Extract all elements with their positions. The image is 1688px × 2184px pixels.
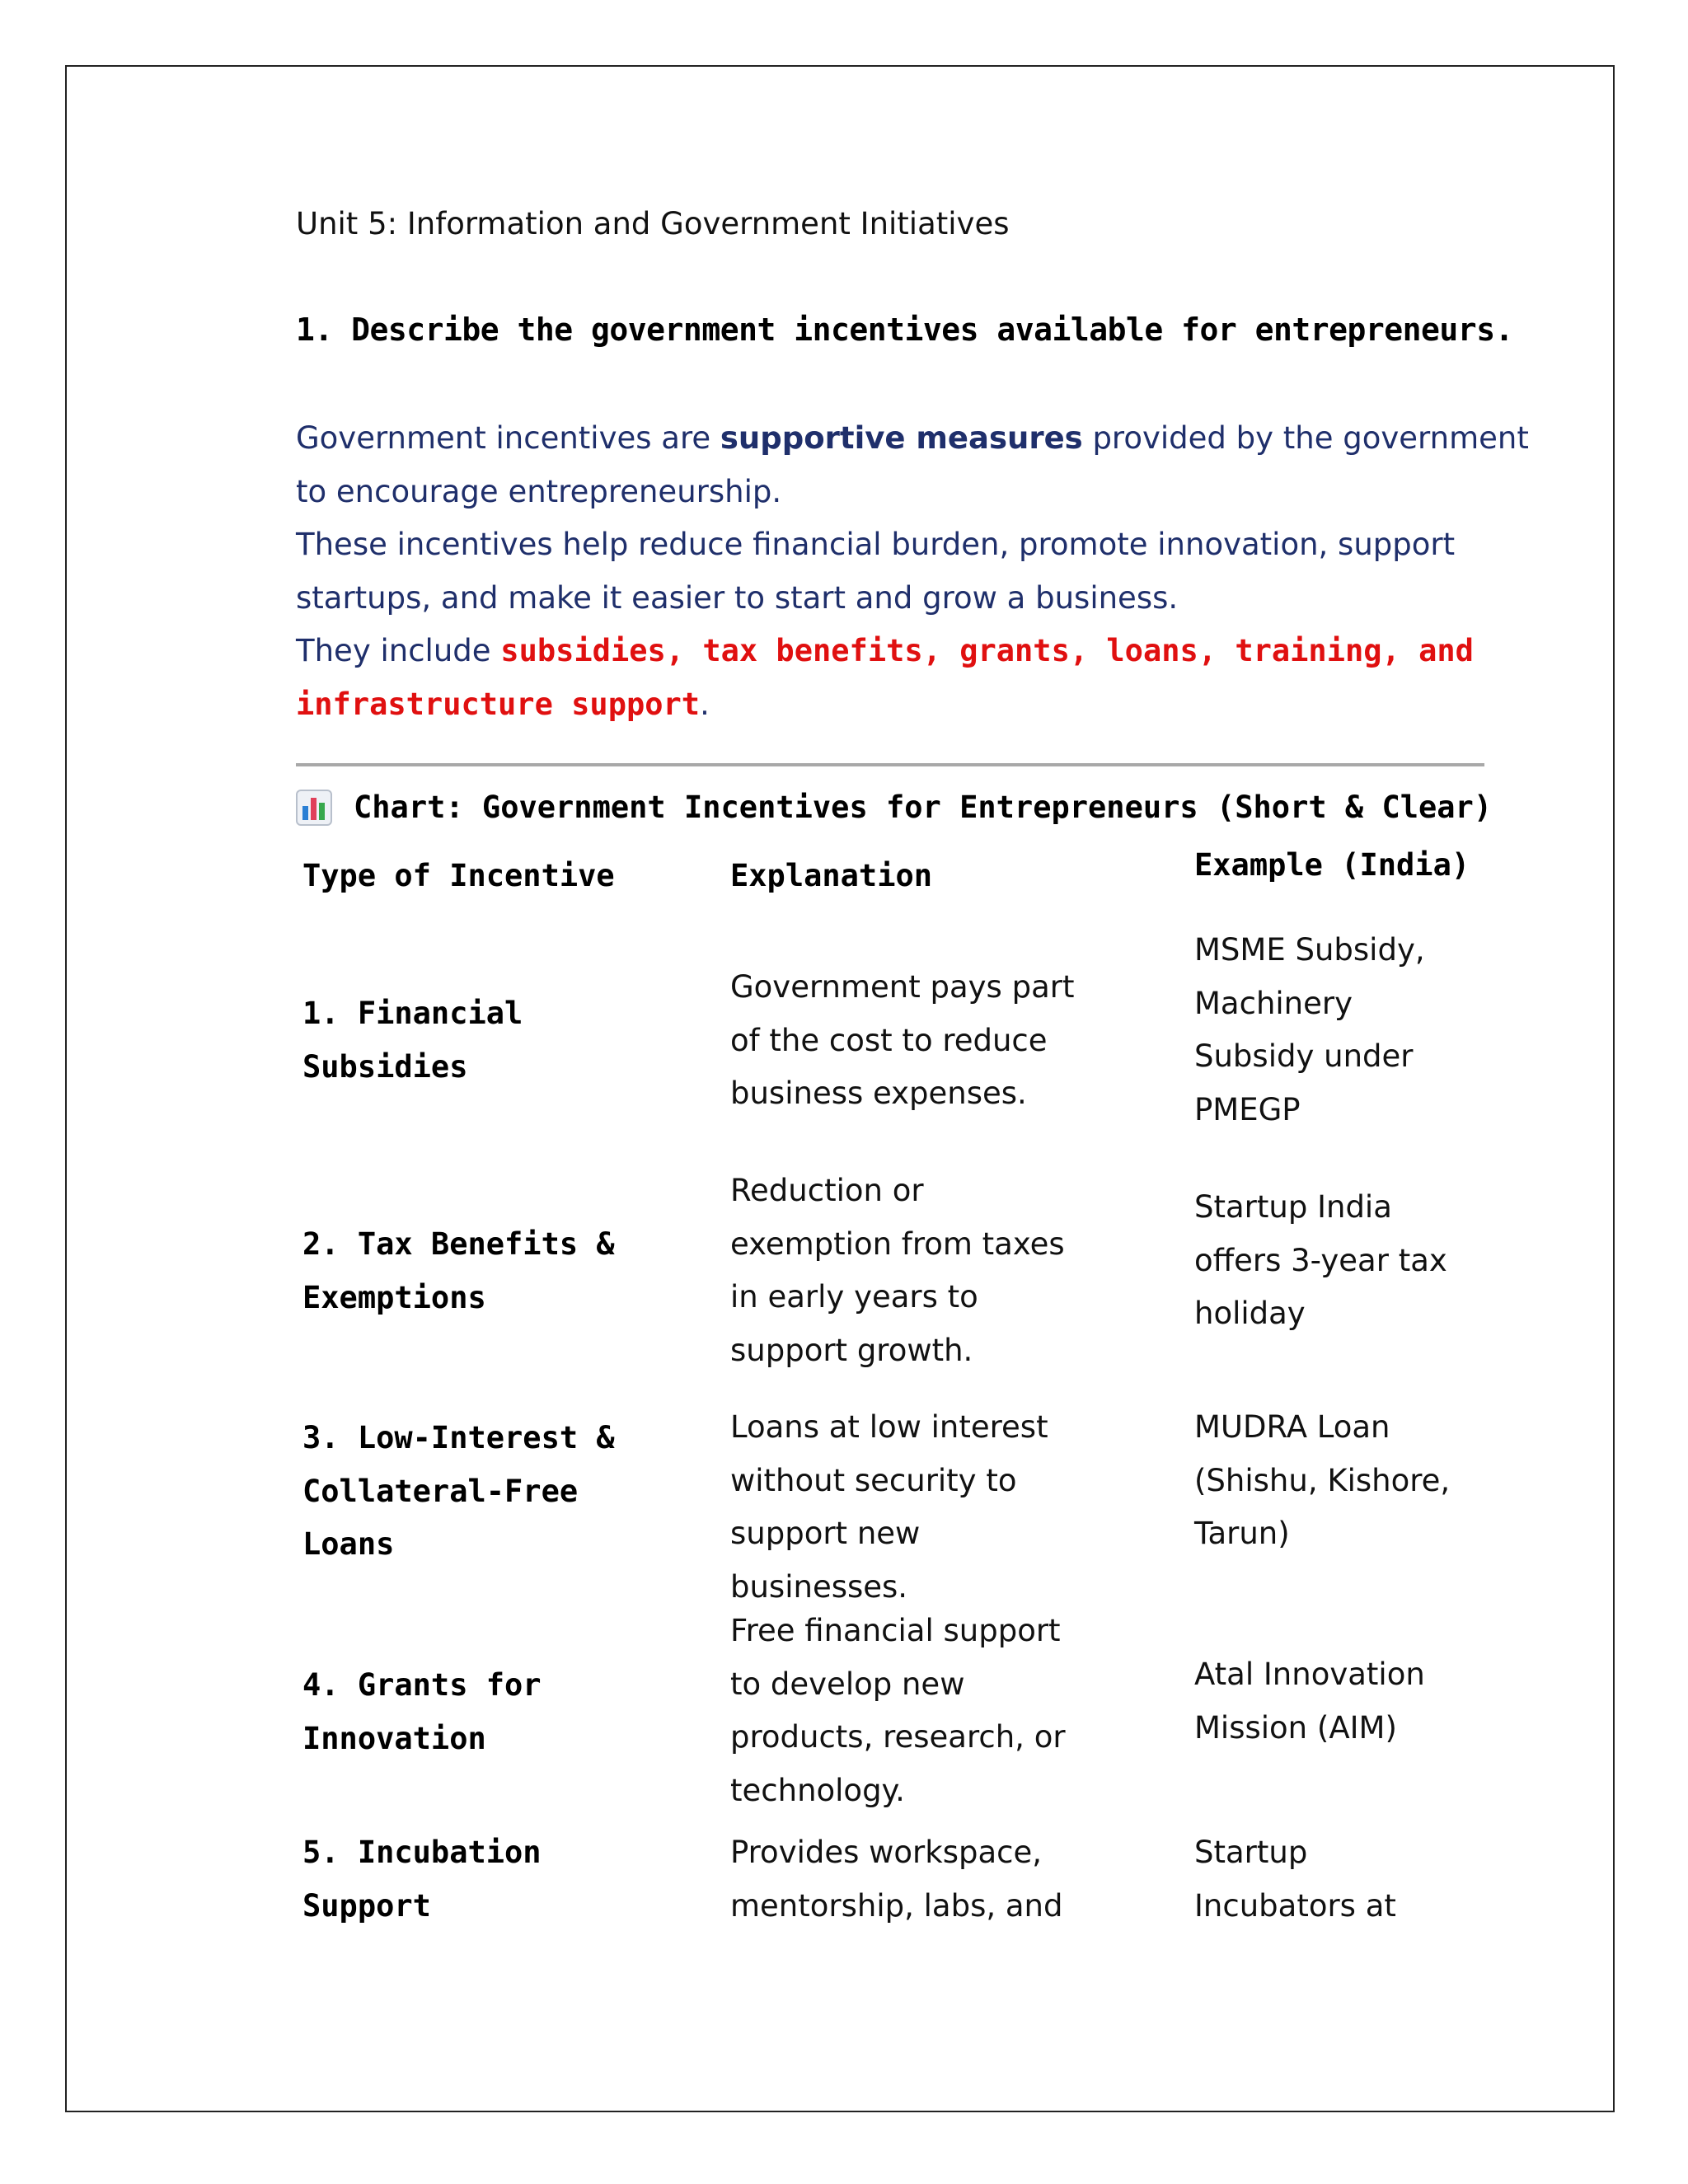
table-cell-example [1194, 1181, 1499, 1341]
table-cell-line: MUDRA Loan [1194, 1409, 1390, 1445]
intro-text: provided by the government [1082, 420, 1529, 456]
intro-line-2: to encourage entrepreneurship. [296, 473, 782, 509]
intro-highlight: subsidies, tax benefits, grants, loans, training, and [500, 633, 1474, 668]
intro-line-1 [296, 412, 1529, 466]
intro-line-6 [296, 678, 1499, 732]
table-cell-line: MSME Subsidy, [1194, 932, 1425, 968]
table-cell-line: Collateral-Free [302, 1473, 579, 1509]
table-header-cell: Explanation [730, 858, 933, 893]
table-cell-example [1194, 924, 1499, 1137]
intro-text: . [700, 686, 710, 722]
table-cell-explanation [730, 1165, 1118, 1377]
table-cell-line: Mission (AIM) [1194, 1709, 1397, 1746]
table-cell-example [1194, 1401, 1499, 1561]
table-cell-line: technology. [730, 1772, 905, 1808]
intro-text: They include [296, 633, 501, 668]
table-cell-line: PMEGP [1194, 1091, 1301, 1127]
table-cell-line: support growth. [730, 1332, 973, 1368]
table-header-cell: Example (India) [1194, 847, 1470, 883]
table-cell-line: 3. Low-Interest & [302, 1420, 615, 1455]
chart-heading [296, 785, 1492, 831]
table-cell-explanation [730, 1826, 1118, 1933]
table-cell-line: Startup [1194, 1835, 1308, 1870]
table-cell-type [302, 987, 690, 1094]
table-cell-line: 2. Tax Benefits & [302, 1226, 615, 1262]
table-cell-line: of the cost to reduce [730, 1022, 1048, 1058]
table-cell-type [302, 1659, 690, 1765]
table-cell-line: businesses. [730, 1568, 908, 1605]
table-cell-line: 1. Financial [302, 996, 523, 1031]
table-cell-line: offers 3-year tax [1194, 1242, 1447, 1278]
table-cell-line: exemption from taxes [730, 1226, 1065, 1262]
table-cell-type [302, 1826, 690, 1933]
table-cell-explanation [730, 961, 1118, 1121]
table-cell-line: (Shishu, Kishore, [1194, 1462, 1451, 1498]
table-cell-line: Innovation [302, 1720, 486, 1756]
table-cell-line: Provides workspace, [730, 1835, 1043, 1870]
table-header-cell: Type of Incentive [302, 858, 615, 893]
table-cell-line: Support [302, 1887, 431, 1924]
table-cell-type [302, 1218, 690, 1324]
table-cell-line: Atal Innovation [1194, 1657, 1425, 1692]
table-cell-example [1194, 1826, 1499, 1933]
table-cell-line: Tarun) [1194, 1516, 1290, 1551]
table-cell-line: mentorship, labs, and [730, 1887, 1063, 1924]
table-cell-line: Reduction or [730, 1173, 924, 1208]
table-cell-line: Free financial support [730, 1613, 1061, 1648]
table-cell-line: Subsidy under [1194, 1038, 1414, 1074]
table-cell-explanation [730, 1401, 1118, 1614]
table-cell-line: Government pays part [730, 969, 1075, 1005]
table-cell-example [1194, 1648, 1499, 1755]
table-cell-line: 4. Grants for [302, 1667, 542, 1703]
table-cell-line: Loans at low interest [730, 1409, 1048, 1445]
table-cell-line: Loans [302, 1526, 395, 1562]
table-cell-line: to develop new [730, 1666, 965, 1702]
question-heading: 1. Describe the government incentives available for entrepreneurs. [296, 312, 1513, 348]
table-cell-line: without security to [730, 1462, 1017, 1498]
table-cell-type [302, 1412, 690, 1572]
unit-title: Unit 5: Information and Government Initiatives [296, 206, 1010, 241]
table-cell-line: Exemptions [302, 1279, 486, 1315]
table-cell-line: Startup India [1194, 1189, 1392, 1225]
table-cell-line: Machinery [1194, 985, 1353, 1021]
table-cell-line: business expenses. [730, 1076, 1027, 1111]
table-cell-line: 5. Incubation [302, 1835, 542, 1870]
table-cell-line: holiday [1194, 1296, 1306, 1331]
intro-paragraph [296, 412, 1529, 731]
bar-chart-icon [296, 790, 332, 826]
table-cell-explanation [730, 1605, 1118, 1817]
section-divider [296, 763, 1484, 766]
intro-line-4: startups, and make it easier to start and grow a business. [296, 579, 1179, 616]
table-cell-line: support new [730, 1516, 921, 1551]
intro-text: Government incentives are [296, 420, 720, 456]
intro-highlight: infrastructure support [296, 686, 701, 722]
table-cell-line: in early years to [730, 1279, 978, 1315]
intro-bold-term: supportive measures [720, 420, 1083, 456]
table-cell-line: Subsidies [302, 1048, 468, 1085]
table-cell-line: products, research, or [730, 1719, 1066, 1755]
intro-line-3: These incentives help reduce financial burden, promote innovation, support [296, 527, 1456, 562]
intro-line-5 [296, 625, 1499, 678]
chart-heading-text: Chart: Government Incentives for Entrepreneurs (Short & Clear) [354, 790, 1493, 825]
table-cell-line: Incubators at [1194, 1887, 1396, 1924]
